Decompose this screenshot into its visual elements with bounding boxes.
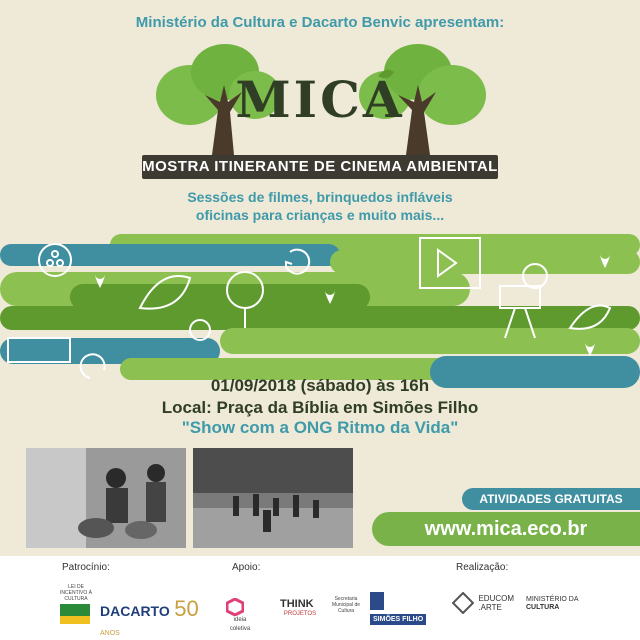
crest-icon <box>370 592 384 610</box>
description <box>0 188 640 224</box>
educom-logo: EDUCOM .ARTE <box>452 592 522 614</box>
photo-crowd <box>193 448 353 548</box>
photo-drummers <box>26 448 186 548</box>
dacarto-logo: DACARTO 50 ANOS <box>100 596 199 637</box>
subtitle-bar: MOSTRA ITINERANTE DE CINEMA AMBIENTAL <box>142 155 498 179</box>
lei-incentivo-logo: LEI DE INCENTIVO À CULTURA <box>60 584 92 624</box>
think-logo: THINK PROJETOS <box>280 598 317 617</box>
ministerio-logo: MINISTÉRIO DA CULTURA <box>526 596 579 611</box>
description-line-1: Sessões de filmes, brinquedos infláveis <box>187 189 453 205</box>
event-date: 01/09/2018 (sábado) às 16h <box>210 376 430 395</box>
realizacao-label: Realização: <box>456 562 509 573</box>
free-activities-badge: ATIVIDADES GRATUITAS <box>462 488 640 510</box>
simoes-filho-logo: SIMÕES FILHO <box>370 592 442 628</box>
diamond-icon <box>452 592 474 614</box>
apoio-label: Apoio: <box>232 562 261 573</box>
hexagon-icon <box>226 598 244 616</box>
ideia-logo: ideia coletiva <box>226 598 276 634</box>
patrocinio-label: Patrocínio: <box>62 562 110 573</box>
flag-icon <box>60 604 90 624</box>
description-line-2: oficinas para crianças e muito mais... <box>195 207 445 223</box>
decorative-band <box>0 228 640 388</box>
secretaria-logo: Secretaria Municipal de Cultura <box>331 596 361 614</box>
event-show: "Show com a ONG Ritmo da Vida" <box>181 418 459 437</box>
logo-title: MICA <box>235 70 405 129</box>
website-link[interactable]: www.mica.eco.br <box>372 512 640 546</box>
presenters-text: Ministério da Cultura e Dacarto Benvic apresentam: <box>135 14 505 31</box>
sponsors-footer <box>0 556 640 640</box>
event-location: Local: Praça da Bíblia em Simões Filho <box>161 398 479 417</box>
